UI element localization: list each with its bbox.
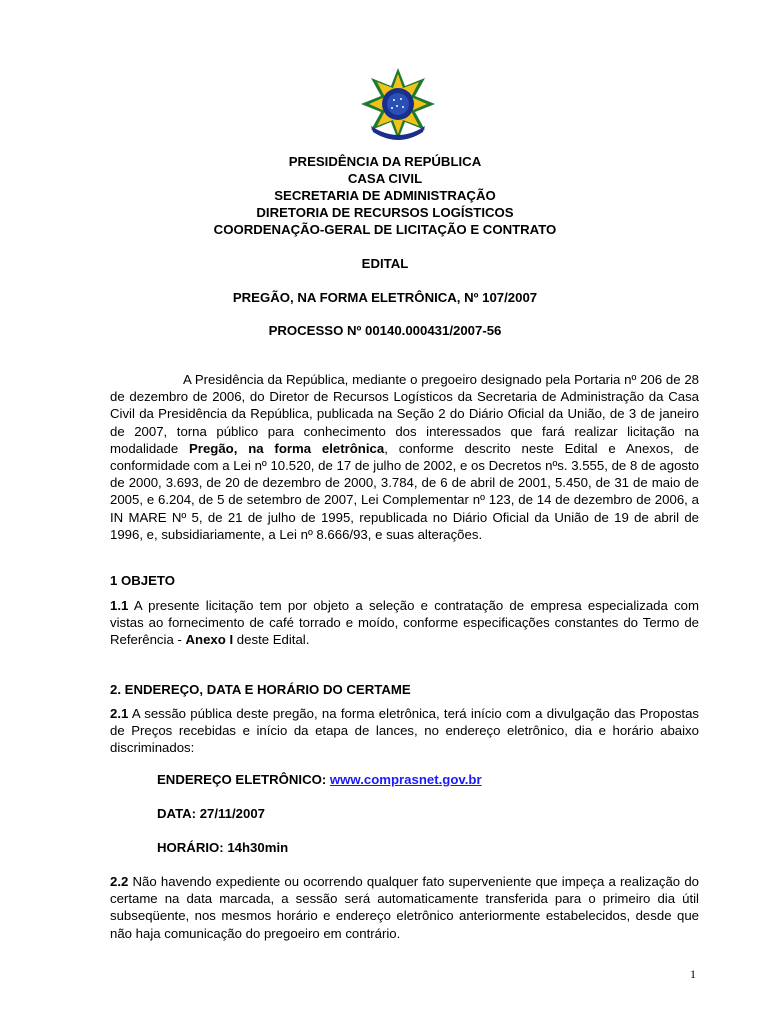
- annex-reference: Anexo I: [185, 632, 234, 648]
- address-line: [157, 771, 482, 788]
- header-line: SECRETARIA DE ADMINISTRAÇÃO: [274, 188, 496, 203]
- section-2-item-1: [110, 705, 699, 757]
- header-line: DIRETORIA DE RECURSOS LOGÍSTICOS: [256, 205, 514, 220]
- time-line: HORÁRIO: 14h30min: [157, 840, 289, 855]
- section-2-title: 2. ENDEREÇO, DATA E HORÁRIO DO CERTAME: [110, 682, 411, 697]
- header-line: CASA CIVIL: [347, 171, 423, 186]
- processo-title: PROCESSO Nº 00140.000431/2007-56: [268, 323, 502, 338]
- intro-paragraph: [110, 371, 699, 543]
- institution-header: [0, 153, 770, 238]
- edital-title: EDITAL: [361, 256, 409, 271]
- header-line: PRESIDÊNCIA DA REPÚBLICA: [288, 154, 482, 169]
- intro-text: A Presidência da República, mediante o pregoeiro designado pela Portaria nº 206 de 28 de dezembro de 2006, do Diretor de Recursos Logísticos da Secretaria de Administração da Casa Civil da Presidência da República, publicada na Seção 2 do Diário Oficial da União, de 3 de janeiro de 2007, torna público para conhecimento dos interessados que fará realizar licitação na modalidade: [110, 372, 699, 456]
- pregao-title: PREGÃO, NA FORMA ELETRÔNICA, Nº 107/2007: [232, 290, 538, 305]
- comprasnet-link[interactable]: www.comprasnet.gov.br: [329, 772, 482, 787]
- intro-bold: Pregão, na forma eletrônica: [189, 440, 385, 456]
- header-line: COORDENAÇÃO-GERAL DE LICITAÇÃO E CONTRATO: [213, 222, 557, 237]
- intro-text-cont: , conforme descrito neste Edital e Anexos, de conformidade com a Lei nº 10.520, de 17 de julho de 2002, e os Decretos nºs. 3.555, de 8 de agosto de 2000, 3.693, de 20 de dezembro de 2000, 3.784, de 6 de abril de 2001, 5.450, de 31 de maio de 2005, e 6.204, de 5 de setembro de 2007, Lei Complementar nº 123, de 14 de dezembro de 2006, a IN MARE Nº 5, de 21 de julho de 1995, republicada no Diário Oficial da União de 19 de abril de 1996, e, subsidiariamente, a Lei nº 8.666/93, e suas alterações.: [110, 440, 699, 542]
- item-text: A sessão pública deste pregão, na forma eletrônica, terá início com a divulgação das Propostas de Preços recebidas e início da etapa de lances, no endereço eletrônico, dia e horário abaixo discriminados:: [110, 706, 699, 756]
- item-text: Não havendo expediente ou ocorrendo qualquer fato superveniente que impeça a realização do certame na data marcada, a sessão será automaticamente transferida para o primeiro dia útil subseqüente, nos mesmos horário e endereço eletrônico anteriormente estabelecidos, desde que não haja comunicação do pregoeiro em contrário.: [110, 874, 699, 941]
- item-number: 2.2: [110, 874, 129, 889]
- coat-of-arms-emblem: [357, 66, 439, 144]
- item-number: 2.1: [110, 706, 129, 721]
- section-1-title: 1 OBJETO: [110, 573, 175, 588]
- section-2-item-2: [110, 873, 699, 942]
- section-1-item: [110, 597, 699, 649]
- item-tail: deste Edital.: [233, 632, 310, 648]
- date-line: DATA: 27/11/2007: [157, 806, 265, 821]
- address-label: ENDEREÇO ELETRÔNICO:: [157, 772, 330, 787]
- item-text: A presente licitação tem por objeto a seleção e contratação de empresa especializada com vistas ao fornecimento de café torrado e moído, conforme especificações constantes do Termo de Referência -: [110, 598, 699, 648]
- page-number: 1: [690, 967, 696, 981]
- item-number: 1.1: [110, 598, 129, 613]
